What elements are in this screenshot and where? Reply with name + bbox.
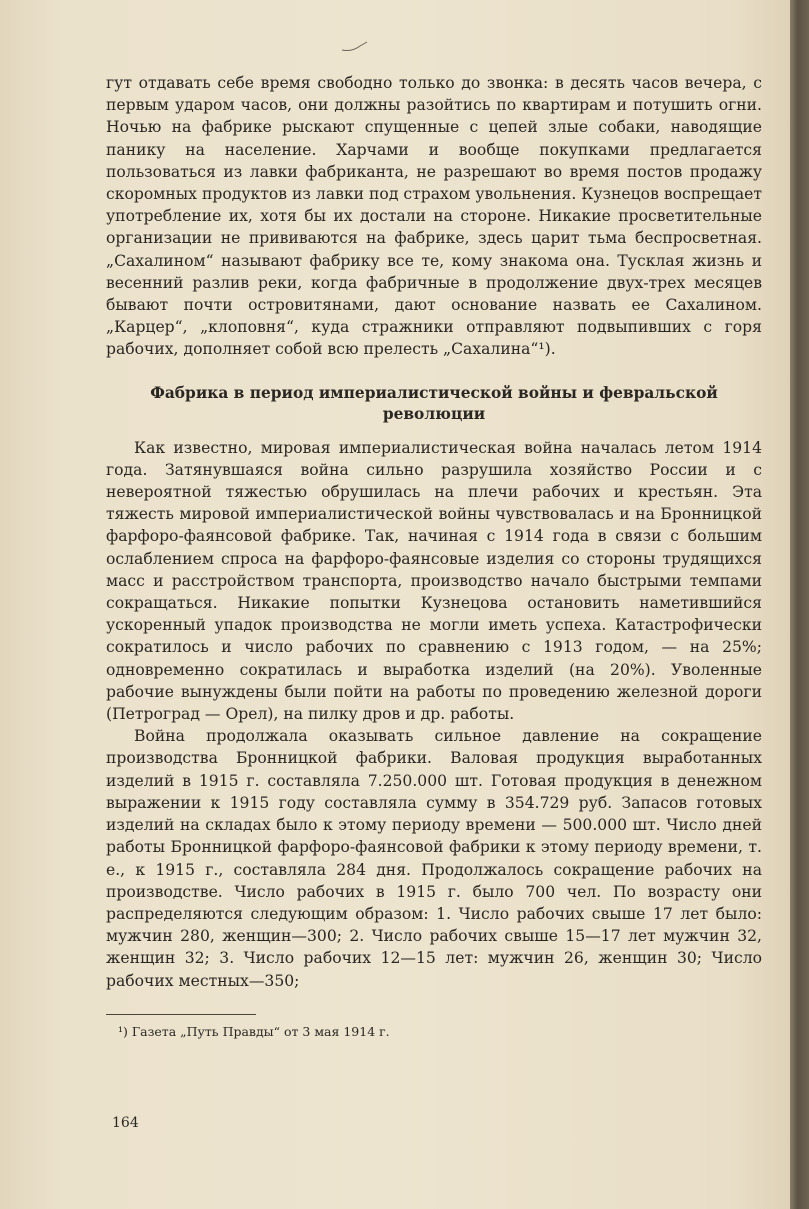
paragraph-production: Война продолжала оказывать сильное давление на сокращение производства Бронницкой фабрики. Валовая продукция выработанных изделий в 1915 г. составляла 7.250.000 шт. Готовая продукция в денежном выражении к 1915 году составляла сумму в 354.729 руб. Запасов готовых изделий на складах было к этому периоду времени — 500.000 шт. Число дней работы Бронницкой фарфоро-фаянсовой фабрики к этому периоду времени, т. е., к 1915 г., составляла 284 дня. Продолжалось сокращение рабочих на производстве. Число рабочих в 1915 г. было 700 чел. По возрасту они распределяются следующим образом: 1. Число рабочих свыше 17 лет было: мужчин 280, женщин—300; 2. Число рабочих свыше 15—17 лет мужчин 32, женщин 32; 3. Число рабочих 12—15 лет: мужчин 26, женщин 30; Число рабочих местных—350; (106, 727, 762, 990)
page-text (106, 72, 762, 1041)
paragraph-continued: гут отдавать себе время свободно только до звонка: в десять часов вечера, с первым ударом часов, они должны разойтись по квартирам и потушить огни. Ночью на фабрике рыскают спущенные с цепей злые собаки, наводящие панику на население. Харчами и вообще покупками предлагается пользоваться из лавки фабриканта, не разрешают во время постов продажу скоромных продуктов из лавки под страхом увольнения. Кузнецов воспрещает употребление их, хотя бы их достали на стороне. Никакие просветительные организации не прививаются на фабрике, здесь царит тьма беспросветная. „Сахалином“ называют фабрику все те, кому знакома она. Тусклая жизнь и весенний разлив реки, когда фабричные в продолжение двух-трех месяцев бывают почти островитянами, дают основание назвать ее Сахалином. „Карцер“, „клоповня“, куда стражники отправляют подвыпивших с горя рабочих, дополняет собой всю прелесть „Сахалина“¹). (106, 74, 762, 359)
footnote-divider (106, 1014, 256, 1015)
page-edge-shadow (790, 0, 809, 1209)
paragraph-war-start: Как известно, мировая империалистическая война началась летом 1914 года. Затянувшаяся война сильно разрушила хозяйство России и с невероятной тяжестью обрушилась на плечи рабочих и крестьян. Эта тяжесть мировой империалистической войны чувствовалась и на Бронницкой фарфоро-фаянсовой фабрике. Так, начиная с 1914 года в связи с большим ослаблением спроса на фарфоро-фаянсовые изделия со стороны трудящихся масс и расстройством транспорта, производство начало быстрыми темпами сокращаться. Никакие попытки Кузнецова остановить наметившийся ускоренный упадок производства не могли иметь успеха. Катастрофически сократилось и число рабочих по сравнению с 1913 годом, — на 25%; одновременно сократилась и выработка изделий (на 20%). Уволенные рабочие вынуждены были пойти на работы по проведению железной дороги (Петроград — Орел), на пилку дров и др. работы. (106, 438, 762, 724)
pencil-mark-icon (340, 40, 370, 54)
section-heading: Фабрика в период империалистической войны и февральской революции (150, 383, 718, 423)
page-number: 164 (112, 1115, 139, 1131)
footnote: ¹) Газета „Путь Правды“ от 3 мая 1914 г. (118, 1023, 390, 1039)
